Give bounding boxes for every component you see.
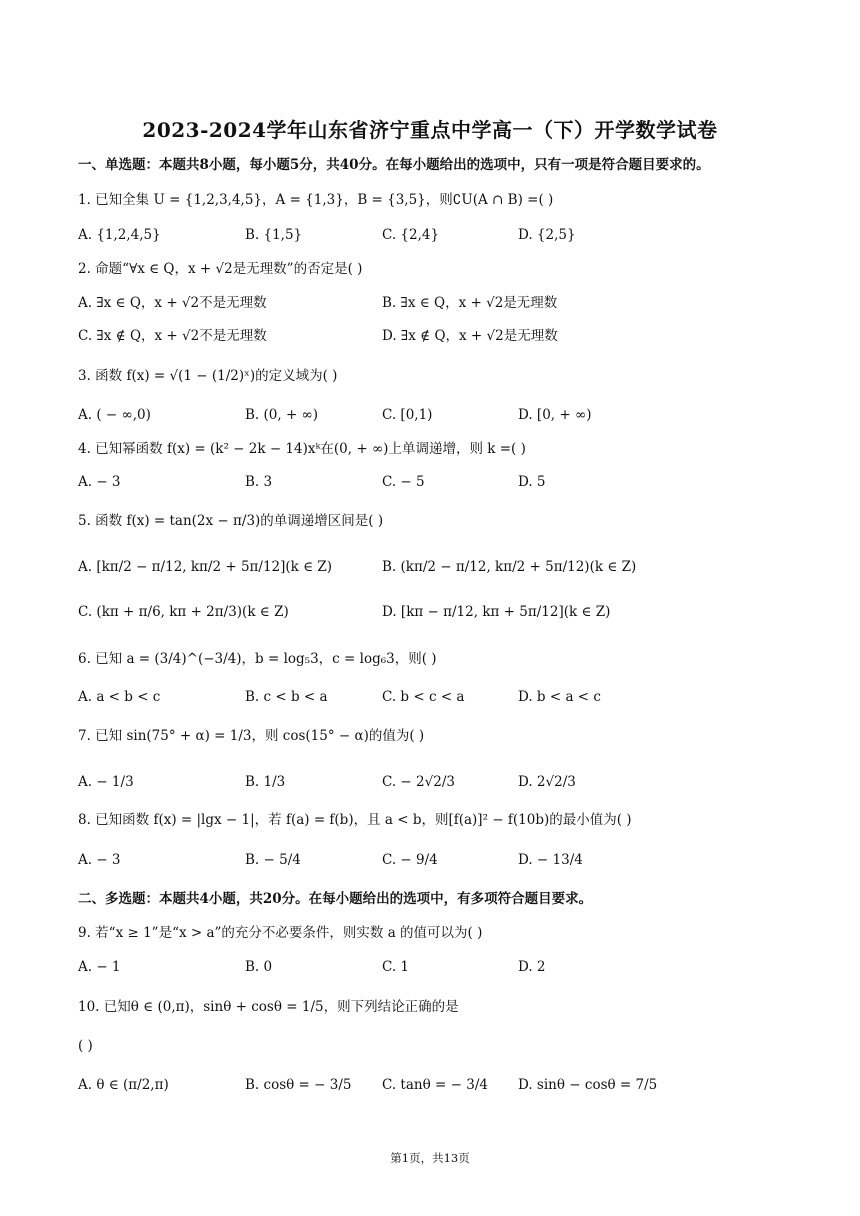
question-8-option-b: B. − 5/4 xyxy=(245,852,301,868)
question-7-stem: 7. 已知 sin(75° + α) = 1/3，则 cos(15° − α)的值为( ) xyxy=(78,728,425,744)
question-9-option-c: C. 1 xyxy=(382,959,410,975)
question-4-option-a: A. − 3 xyxy=(78,474,121,490)
question-7-option-b: B. 1/3 xyxy=(245,774,286,790)
question-8-stem: 8. 已知函数 f(x) = |lgx − 1|，若 f(a) = f(b)，且 a < b，则[f(a)]² − f(10b)的最小值为( ) xyxy=(78,812,632,828)
question-10-option-d: D. sinθ − cosθ = 7/5 xyxy=(518,1077,658,1093)
question-3-option-a: A. ( − ∞,0) xyxy=(78,407,151,423)
question-2-stem: 2. 命题“∀x ∈ Q，x + √2是无理数”的否定是( ) xyxy=(78,261,363,277)
question-3-option-d: D. [0, + ∞) xyxy=(518,407,592,423)
question-4-option-b: B. 3 xyxy=(245,474,273,490)
question-8-option-c: C. − 9/4 xyxy=(382,852,438,868)
question-1-option-c: C. {2,4} xyxy=(382,227,440,243)
question-6-option-d: D. b < a < c xyxy=(518,689,601,705)
question-2-option-d: D. ∃x ∉ Q，x + √2是无理数 xyxy=(382,328,558,344)
question-9-stem: 9. 若“x ≥ 1”是“x > a”的充分不必要条件，则实数 a 的值可以为( ) xyxy=(78,925,483,941)
question-9-option-d: D. 2 xyxy=(518,959,546,975)
question-10-option-b: B. cosθ = − 3/5 xyxy=(245,1077,352,1093)
question-9-option-a: A. − 1 xyxy=(78,959,121,975)
question-9-option-b: B. 0 xyxy=(245,959,273,975)
question-7-option-c: C. − 2√2/3 xyxy=(382,774,455,790)
question-2-option-a: A. ∃x ∈ Q，x + √2不是无理数 xyxy=(78,295,267,311)
question-6-option-a: A. a < b < c xyxy=(78,689,161,705)
question-1-stem: 1. 已知全集 U = {1,2,3,4,5}，A = {1,3}，B = {3,5}，则∁U(A ∩ B) =( ) xyxy=(78,192,554,208)
question-10-stem: 10. 已知θ ∈ (0,π)，sinθ + cosθ = 1/5，则下列结论正确的是 xyxy=(78,999,459,1015)
question-5-option-d: D. [kπ − π/12, kπ + 5π/12](k ∈ Z) xyxy=(382,604,611,620)
question-6-stem: 6. 已知 a = (3/4)^(−3/4)，b = log₅3，c = log₆3，则( ) xyxy=(78,651,437,667)
question-3-option-b: B. (0, + ∞) xyxy=(245,407,319,423)
question-8-option-a: A. − 3 xyxy=(78,852,121,868)
question-6-option-c: C. b < c < a xyxy=(382,689,465,705)
section-heading-single-choice: 一、单选题：本题共8小题，每小题5分，共40分。在每小题给出的选项中，只有一项是符合题目要求的。 xyxy=(78,157,710,173)
question-6-option-b: B. c < b < a xyxy=(245,689,328,705)
question-1-option-a: A. {1,2,4,5} xyxy=(78,227,161,243)
question-10-answer-bracket: ( ) xyxy=(78,1038,93,1054)
question-2-option-c: C. ∃x ∉ Q，x + √2不是无理数 xyxy=(78,328,267,344)
question-10-option-c: C. tanθ = − 3/4 xyxy=(382,1077,488,1093)
question-5-option-a: A. [kπ/2 − π/12, kπ/2 + 5π/12](k ∈ Z) xyxy=(78,559,333,575)
question-7-option-a: A. − 1/3 xyxy=(78,774,134,790)
question-4-option-c: C. − 5 xyxy=(382,474,425,490)
question-3-stem: 3. 函数 f(x) = √(1 − (1/2)ˣ)的定义域为( ) xyxy=(78,368,338,384)
question-4-option-d: D. 5 xyxy=(518,474,546,490)
section-heading-multiple-choice: 二、多选题：本题共4小题，共20分。在每小题给出的选项中，有多项符合题目要求。 xyxy=(78,891,593,907)
question-4-stem: 4. 已知幂函数 f(x) = (k² − 2k − 14)xᵏ在(0, + ∞)上单调递增，则 k =( ) xyxy=(78,441,526,457)
question-5-stem: 5. 函数 f(x) = tan(2x − π/3)的单调递增区间是( ) xyxy=(78,513,384,529)
question-1-option-b: B. {1,5} xyxy=(245,227,303,243)
page-title: 2023-2024学年山东省济宁重点中学高一（下）开学数学试卷 xyxy=(142,118,718,142)
question-2-option-b: B. ∃x ∈ Q，x + √2是无理数 xyxy=(382,295,558,311)
question-5-option-c: C. (kπ + π/6, kπ + 2π/3)(k ∈ Z) xyxy=(78,604,289,620)
question-8-option-d: D. − 13/4 xyxy=(518,852,583,868)
question-7-option-d: D. 2√2/3 xyxy=(518,774,576,790)
question-1-option-d: D. {2,5} xyxy=(518,227,576,243)
page-footer: 第1页，共13页 xyxy=(390,1151,470,1165)
question-10-option-a: A. θ ∈ (π/2,π) xyxy=(78,1077,169,1093)
question-3-option-c: C. [0,1) xyxy=(382,407,433,423)
question-5-option-b: B. (kπ/2 − π/12, kπ/2 + 5π/12)(k ∈ Z) xyxy=(382,559,637,575)
